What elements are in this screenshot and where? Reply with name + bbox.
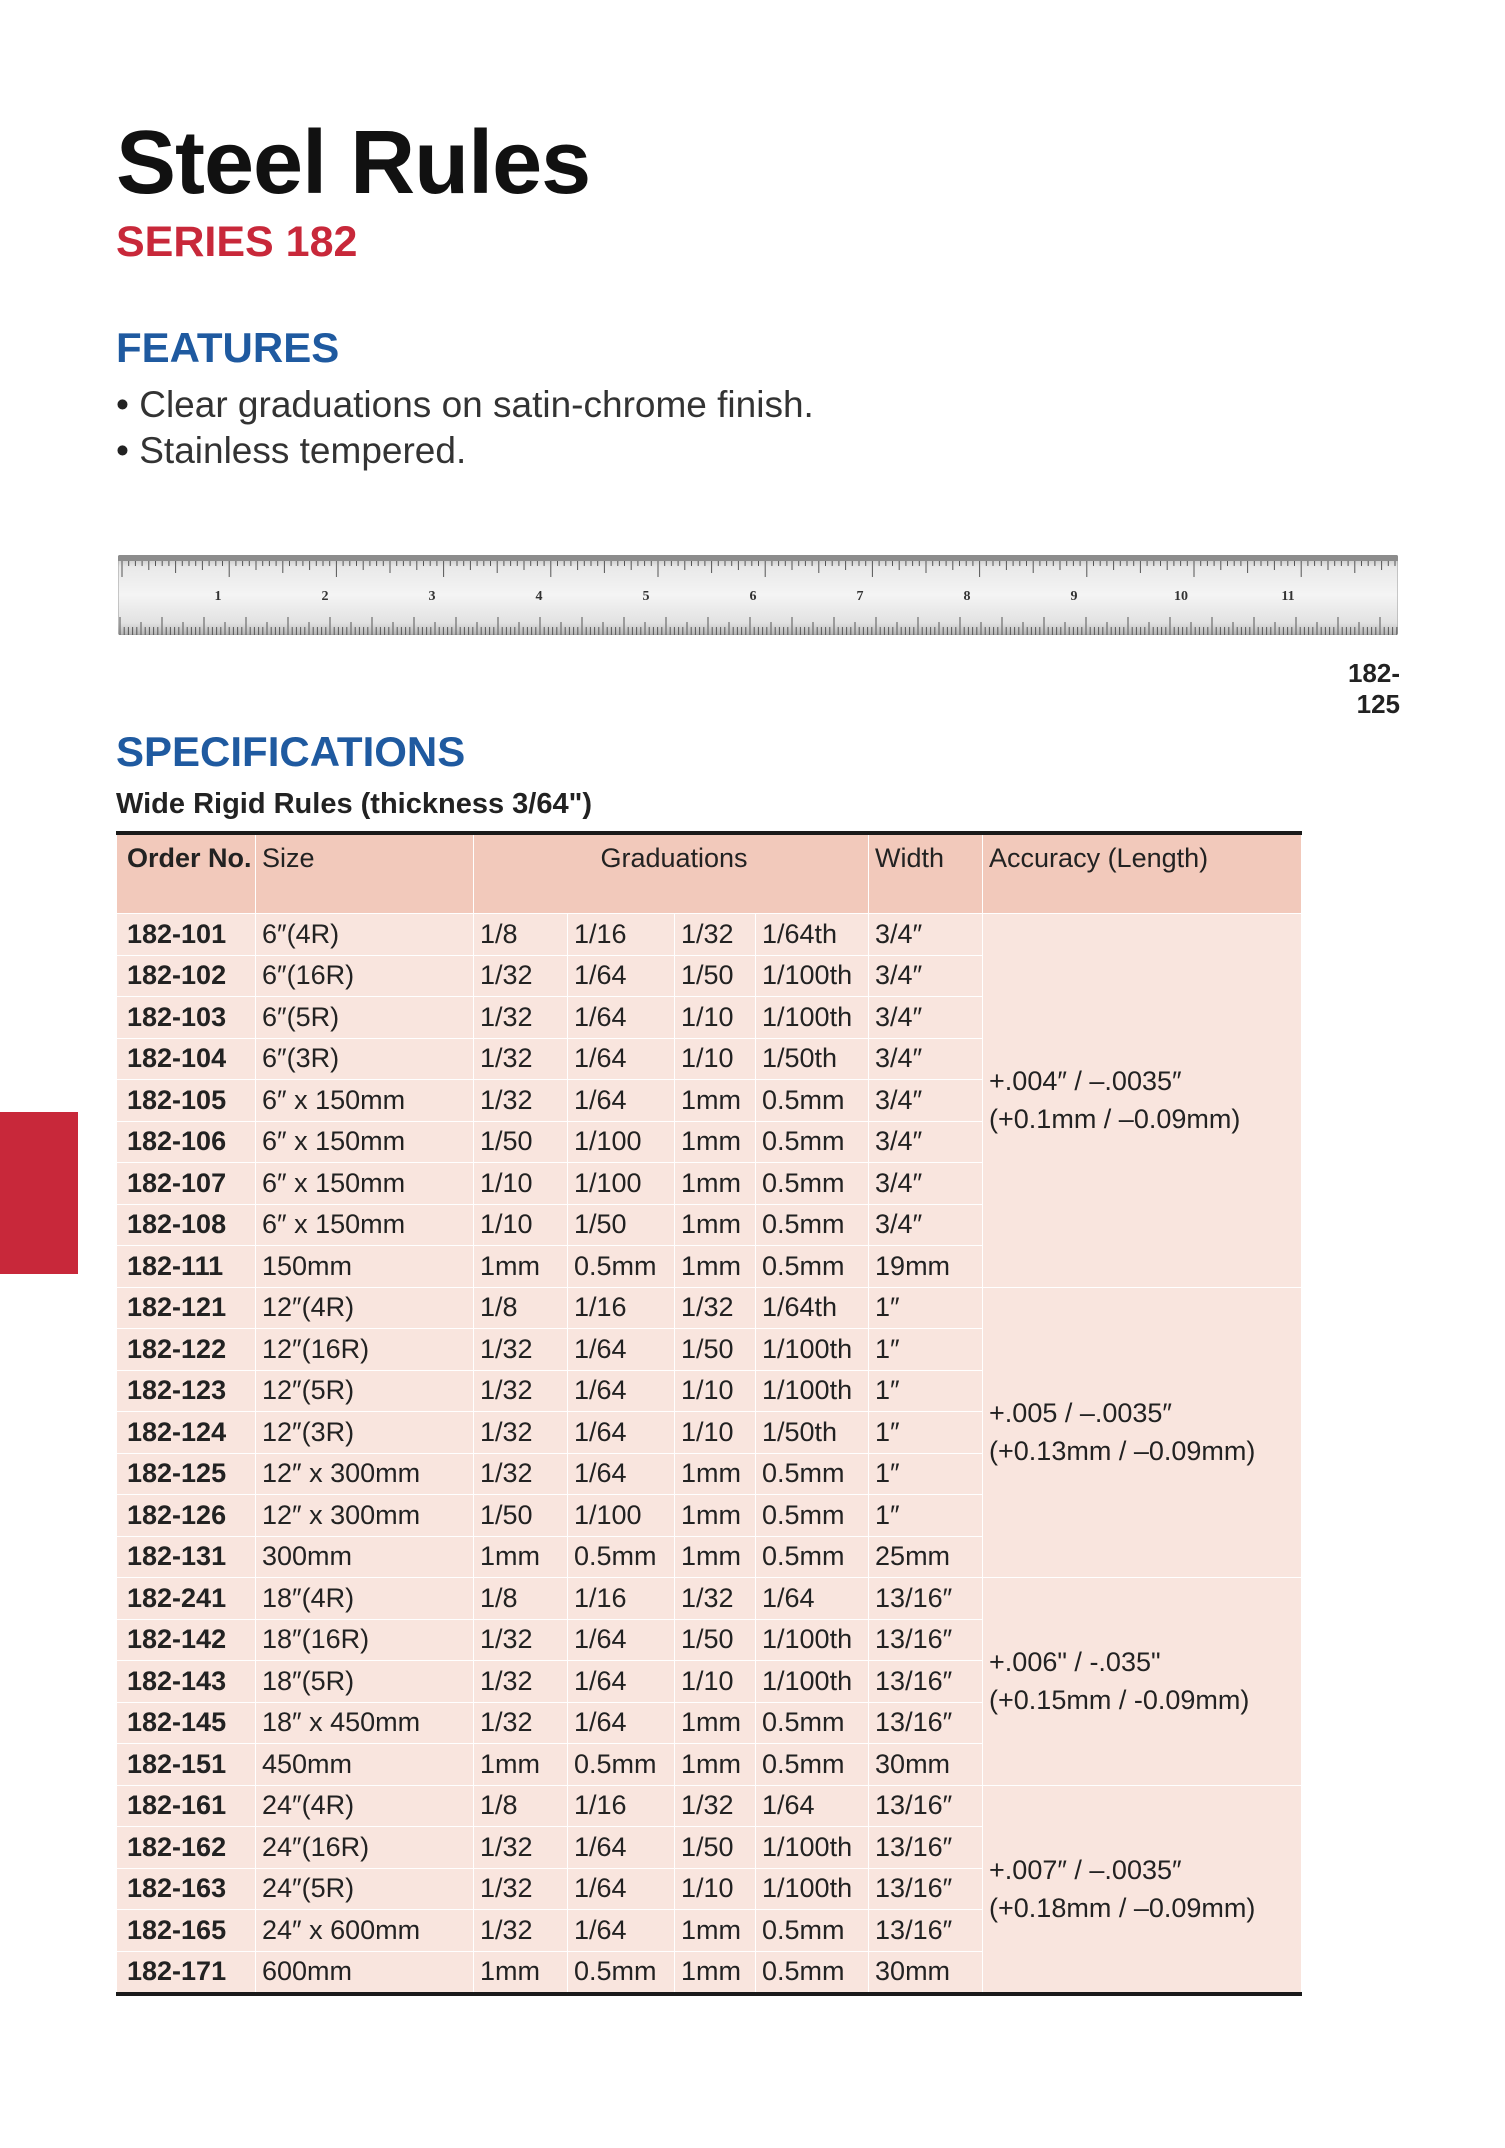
graduation-cell: 1/32 bbox=[474, 1619, 568, 1661]
graduation-cell: 1/50 bbox=[568, 1204, 675, 1246]
graduation-cell: 1mm bbox=[675, 1744, 756, 1786]
size-cell: 12″ x 300mm bbox=[256, 1453, 474, 1495]
order-no-cell: 182-104 bbox=[117, 1038, 256, 1080]
accuracy-metric: (+0.15mm / -0.09mm) bbox=[989, 1685, 1250, 1716]
accuracy-inch: +.006" / -.035" bbox=[989, 1647, 1161, 1678]
graduation-cell: 1/10 bbox=[474, 1163, 568, 1205]
width-cell: 1″ bbox=[869, 1495, 983, 1537]
graduation-cell: 1/32 bbox=[675, 1785, 756, 1827]
order-no-cell: 182-161 bbox=[117, 1785, 256, 1827]
width-cell: 13/16″ bbox=[869, 1827, 983, 1869]
graduation-cell: 1/100 bbox=[568, 1163, 675, 1205]
accuracy-metric: (+0.13mm / –0.09mm) bbox=[989, 1436, 1256, 1467]
graduation-cell: 0.5mm bbox=[568, 1744, 675, 1786]
width-cell: 1″ bbox=[869, 1412, 983, 1454]
width-cell: 1″ bbox=[869, 1370, 983, 1412]
order-no-cell: 182-111 bbox=[117, 1246, 256, 1288]
graduation-cell: 1/100 bbox=[568, 1121, 675, 1163]
order-no-cell: 182-121 bbox=[117, 1287, 256, 1329]
graduation-cell: 1/16 bbox=[568, 1578, 675, 1620]
size-cell: 12″(5R) bbox=[256, 1370, 474, 1412]
order-no-cell: 182-171 bbox=[117, 1951, 256, 1994]
graduation-cell: 1/10 bbox=[675, 1868, 756, 1910]
size-cell: 600mm bbox=[256, 1951, 474, 1994]
width-cell: 1″ bbox=[869, 1329, 983, 1371]
graduation-cell: 1/32 bbox=[474, 997, 568, 1039]
graduation-cell: 1/64 bbox=[568, 1661, 675, 1703]
graduation-cell: 1/50 bbox=[675, 1827, 756, 1869]
specifications-heading: SPECIFICATIONS bbox=[116, 728, 466, 775]
graduation-cell: 1mm bbox=[675, 1453, 756, 1495]
width-cell: 13/16″ bbox=[869, 1619, 983, 1661]
width-cell: 25mm bbox=[869, 1536, 983, 1578]
order-no-cell: 182-163 bbox=[117, 1868, 256, 1910]
width-cell: 19mm bbox=[869, 1246, 983, 1288]
order-no-cell: 182-124 bbox=[117, 1412, 256, 1454]
width-cell: 3/4″ bbox=[869, 955, 983, 997]
series-label: SERIES 182 bbox=[116, 218, 358, 266]
graduation-cell: 1/8 bbox=[474, 1578, 568, 1620]
accuracy-metric: (+0.18mm / –0.09mm) bbox=[989, 1892, 1256, 1923]
width-cell: 3/4″ bbox=[869, 1163, 983, 1205]
graduation-cell: 1/10 bbox=[675, 1370, 756, 1412]
size-cell: 18″(4R) bbox=[256, 1578, 474, 1620]
graduation-cell: 1/32 bbox=[474, 1370, 568, 1412]
graduation-cell: 0.5mm bbox=[568, 1536, 675, 1578]
graduation-cell: 1/100th bbox=[756, 1619, 869, 1661]
graduation-cell: 1/32 bbox=[474, 1910, 568, 1952]
accuracy-cell bbox=[983, 914, 1302, 1288]
graduation-cell: 1/8 bbox=[474, 914, 568, 956]
graduation-cell: 1/10 bbox=[474, 1204, 568, 1246]
table-row bbox=[117, 914, 1302, 956]
ruler-number: 10 bbox=[1174, 589, 1188, 604]
header-accuracy: Accuracy (Length) bbox=[983, 833, 1302, 914]
order-no-cell: 182-241 bbox=[117, 1578, 256, 1620]
header-width: Width bbox=[869, 833, 983, 914]
graduation-cell: 0.5mm bbox=[756, 1246, 869, 1288]
graduation-cell: 1/64 bbox=[756, 1785, 869, 1827]
graduation-cell: 1mm bbox=[675, 1951, 756, 1994]
graduation-cell: 1/50 bbox=[675, 1619, 756, 1661]
graduation-cell: 0.5mm bbox=[756, 1080, 869, 1122]
graduation-cell: 0.5mm bbox=[568, 1246, 675, 1288]
size-cell: 24″(4R) bbox=[256, 1785, 474, 1827]
order-no-cell: 182-122 bbox=[117, 1329, 256, 1371]
graduation-cell: 1/32 bbox=[474, 1412, 568, 1454]
size-cell: 6″(4R) bbox=[256, 914, 474, 956]
graduation-cell: 1mm bbox=[675, 1702, 756, 1744]
graduation-cell: 1mm bbox=[675, 1246, 756, 1288]
header-graduations: Graduations bbox=[474, 833, 869, 914]
accuracy-inch: +.004″ / –.0035″ bbox=[989, 1066, 1182, 1097]
graduation-cell: 1/32 bbox=[474, 1038, 568, 1080]
width-cell: 3/4″ bbox=[869, 1204, 983, 1246]
ruler-number: 6 bbox=[749, 589, 757, 604]
graduation-cell: 1/64 bbox=[568, 997, 675, 1039]
order-no-cell: 182-101 bbox=[117, 914, 256, 956]
graduation-cell: 0.5mm bbox=[756, 1744, 869, 1786]
table-row bbox=[117, 1785, 1302, 1827]
header-size: Size bbox=[256, 833, 474, 914]
graduation-cell: 1mm bbox=[675, 1080, 756, 1122]
size-cell: 12″ x 300mm bbox=[256, 1495, 474, 1537]
graduation-cell: 1/64 bbox=[568, 1453, 675, 1495]
order-no-cell: 182-103 bbox=[117, 997, 256, 1039]
width-cell: 3/4″ bbox=[869, 1121, 983, 1163]
graduation-cell: 1/32 bbox=[675, 914, 756, 956]
size-cell: 6″(3R) bbox=[256, 1038, 474, 1080]
graduation-cell: 1/100th bbox=[756, 1827, 869, 1869]
graduation-cell: 1/32 bbox=[675, 1578, 756, 1620]
accuracy-cell bbox=[983, 1287, 1302, 1578]
page-title: Steel Rules bbox=[116, 113, 591, 213]
graduation-cell: 1/32 bbox=[474, 1702, 568, 1744]
order-no-cell: 182-143 bbox=[117, 1661, 256, 1703]
graduation-cell: 1mm bbox=[675, 1536, 756, 1578]
size-cell: 6″ x 150mm bbox=[256, 1163, 474, 1205]
width-cell: 1″ bbox=[869, 1453, 983, 1495]
graduation-cell: 1/16 bbox=[568, 1287, 675, 1329]
graduation-cell: 1/50 bbox=[675, 955, 756, 997]
graduation-cell: 1/64th bbox=[756, 1287, 869, 1329]
graduation-cell: 1/64 bbox=[568, 1827, 675, 1869]
ruler-caption: 182-125 bbox=[1347, 658, 1400, 719]
graduation-cell: 1/100th bbox=[756, 1329, 869, 1371]
width-cell: 3/4″ bbox=[869, 997, 983, 1039]
graduation-cell: 1/50 bbox=[675, 1329, 756, 1371]
width-cell: 30mm bbox=[869, 1951, 983, 1994]
graduation-cell: 1mm bbox=[675, 1163, 756, 1205]
ruler-number: 9 bbox=[1070, 589, 1078, 604]
graduation-cell: 1/64 bbox=[568, 1080, 675, 1122]
section-tab-marker bbox=[0, 1112, 78, 1274]
graduation-cell: 1/50th bbox=[756, 1412, 869, 1454]
order-no-cell: 182-145 bbox=[117, 1702, 256, 1744]
order-no-cell: 182-131 bbox=[117, 1536, 256, 1578]
order-no-cell: 182-107 bbox=[117, 1163, 256, 1205]
graduation-cell: 1/32 bbox=[474, 955, 568, 997]
features-heading: FEATURES bbox=[116, 324, 340, 371]
graduation-cell: 1/64 bbox=[568, 1412, 675, 1454]
width-cell: 13/16″ bbox=[869, 1661, 983, 1703]
graduation-cell: 0.5mm bbox=[756, 1495, 869, 1537]
size-cell: 6″(16R) bbox=[256, 955, 474, 997]
size-cell: 24″ x 600mm bbox=[256, 1910, 474, 1952]
graduation-cell: 1/10 bbox=[675, 1412, 756, 1454]
graduation-cell: 0.5mm bbox=[756, 1951, 869, 1994]
graduation-cell: 1/32 bbox=[675, 1287, 756, 1329]
accuracy-inch: +.005 / –.0035″ bbox=[989, 1398, 1172, 1429]
order-no-cell: 182-102 bbox=[117, 955, 256, 997]
ruler-number: 7 bbox=[856, 589, 864, 604]
graduation-cell: 1/64 bbox=[568, 1329, 675, 1371]
graduation-cell: 1mm bbox=[675, 1121, 756, 1163]
ruler-number: 4 bbox=[535, 589, 543, 604]
graduation-cell: 1/100th bbox=[756, 1370, 869, 1412]
ruler-number: 1 bbox=[214, 589, 222, 604]
order-no-cell: 182-151 bbox=[117, 1744, 256, 1786]
graduation-cell: 0.5mm bbox=[756, 1163, 869, 1205]
feature-item: • Clear graduations on satin-chrome finish. bbox=[116, 382, 814, 428]
ruler-number: 11 bbox=[1281, 589, 1295, 604]
graduation-cell: 1/32 bbox=[474, 1827, 568, 1869]
graduation-cell: 1/8 bbox=[474, 1785, 568, 1827]
graduation-cell: 1/32 bbox=[474, 1868, 568, 1910]
graduation-cell: 1mm bbox=[474, 1536, 568, 1578]
graduation-cell: 1/32 bbox=[474, 1453, 568, 1495]
graduation-cell: 1/100 bbox=[568, 1495, 675, 1537]
graduation-cell: 1/64 bbox=[568, 1619, 675, 1661]
graduation-cell: 1/64 bbox=[568, 1868, 675, 1910]
graduation-cell: 1/16 bbox=[568, 1785, 675, 1827]
order-no-cell: 182-162 bbox=[117, 1827, 256, 1869]
graduation-cell: 1/10 bbox=[675, 1038, 756, 1080]
graduation-cell: 1mm bbox=[474, 1951, 568, 1994]
graduation-cell: 1/100th bbox=[756, 955, 869, 997]
width-cell: 3/4″ bbox=[869, 1080, 983, 1122]
graduation-cell: 0.5mm bbox=[756, 1910, 869, 1952]
graduation-cell: 1/50 bbox=[474, 1495, 568, 1537]
graduation-cell: 1/50th bbox=[756, 1038, 869, 1080]
graduation-cell: 1/8 bbox=[474, 1287, 568, 1329]
graduation-cell: 1/32 bbox=[474, 1661, 568, 1703]
graduation-cell: 1mm bbox=[675, 1910, 756, 1952]
graduation-cell: 0.5mm bbox=[568, 1951, 675, 1994]
width-cell: 1″ bbox=[869, 1287, 983, 1329]
ruler-number: 8 bbox=[963, 589, 971, 604]
graduation-cell: 1mm bbox=[675, 1204, 756, 1246]
graduation-cell: 1/10 bbox=[675, 997, 756, 1039]
table-row bbox=[117, 1578, 1302, 1620]
width-cell: 3/4″ bbox=[869, 914, 983, 956]
table-subheading: Wide Rigid Rules (thickness 3/64") bbox=[116, 788, 592, 820]
order-no-cell: 182-108 bbox=[117, 1204, 256, 1246]
size-cell: 12″(3R) bbox=[256, 1412, 474, 1454]
width-cell: 13/16″ bbox=[869, 1785, 983, 1827]
graduation-cell: 1mm bbox=[474, 1744, 568, 1786]
width-cell: 3/4″ bbox=[869, 1038, 983, 1080]
order-no-cell: 182-126 bbox=[117, 1495, 256, 1537]
graduation-cell: 1/64th bbox=[756, 914, 869, 956]
graduation-cell: 1/100th bbox=[756, 1868, 869, 1910]
size-cell: 450mm bbox=[256, 1744, 474, 1786]
graduation-cell: 0.5mm bbox=[756, 1204, 869, 1246]
size-cell: 150mm bbox=[256, 1246, 474, 1288]
size-cell: 24″(5R) bbox=[256, 1868, 474, 1910]
steel-rule-image bbox=[118, 555, 1398, 635]
graduation-cell: 1/64 bbox=[756, 1578, 869, 1620]
graduation-cell: 1/64 bbox=[568, 1038, 675, 1080]
accuracy-cell bbox=[983, 1785, 1302, 1994]
graduation-cell: 1/10 bbox=[675, 1661, 756, 1703]
accuracy-inch: +.007″ / –.0035″ bbox=[989, 1854, 1182, 1885]
ruler-number: 5 bbox=[642, 589, 650, 604]
width-cell: 13/16″ bbox=[869, 1868, 983, 1910]
table-row bbox=[117, 1287, 1302, 1329]
feature-item: • Stainless tempered. bbox=[116, 428, 814, 474]
graduation-cell: 1/64 bbox=[568, 1702, 675, 1744]
graduation-cell: 1/100th bbox=[756, 1661, 869, 1703]
order-no-cell: 182-142 bbox=[117, 1619, 256, 1661]
graduation-cell: 1mm bbox=[474, 1246, 568, 1288]
graduation-cell: 0.5mm bbox=[756, 1453, 869, 1495]
size-cell: 18″ x 450mm bbox=[256, 1702, 474, 1744]
graduation-cell: 1/50 bbox=[474, 1121, 568, 1163]
width-cell: 30mm bbox=[869, 1744, 983, 1786]
graduation-cell: 1/100th bbox=[756, 997, 869, 1039]
graduation-cell: 1/64 bbox=[568, 1370, 675, 1412]
size-cell: 12″(16R) bbox=[256, 1329, 474, 1371]
size-cell: 6″ x 150mm bbox=[256, 1121, 474, 1163]
order-no-cell: 182-125 bbox=[117, 1453, 256, 1495]
graduation-cell: 1/32 bbox=[474, 1080, 568, 1122]
size-cell: 24″(16R) bbox=[256, 1827, 474, 1869]
graduation-cell: 0.5mm bbox=[756, 1702, 869, 1744]
size-cell: 6″ x 150mm bbox=[256, 1080, 474, 1122]
header-order-no: Order No. bbox=[117, 833, 256, 914]
size-cell: 6″ x 150mm bbox=[256, 1204, 474, 1246]
size-cell: 18″(16R) bbox=[256, 1619, 474, 1661]
accuracy-metric: (+0.1mm / –0.09mm) bbox=[989, 1104, 1241, 1135]
order-no-cell: 182-165 bbox=[117, 1910, 256, 1952]
order-no-cell: 182-105 bbox=[117, 1080, 256, 1122]
graduation-cell: 1/64 bbox=[568, 955, 675, 997]
order-no-cell: 182-106 bbox=[117, 1121, 256, 1163]
ruler-number: 2 bbox=[321, 589, 329, 604]
order-no-cell: 182-123 bbox=[117, 1370, 256, 1412]
specifications-table bbox=[116, 831, 1302, 1996]
graduation-cell: 1/32 bbox=[474, 1329, 568, 1371]
size-cell: 6″(5R) bbox=[256, 997, 474, 1039]
graduation-cell: 1/64 bbox=[568, 1910, 675, 1952]
size-cell: 300mm bbox=[256, 1536, 474, 1578]
size-cell: 18″(5R) bbox=[256, 1661, 474, 1703]
graduation-cell: 1/16 bbox=[568, 914, 675, 956]
ruler-number: 3 bbox=[428, 589, 436, 604]
features-list bbox=[116, 382, 814, 474]
size-cell: 12″(4R) bbox=[256, 1287, 474, 1329]
table-header-row bbox=[117, 833, 1302, 914]
width-cell: 13/16″ bbox=[869, 1910, 983, 1952]
graduation-cell: 0.5mm bbox=[756, 1536, 869, 1578]
width-cell: 13/16″ bbox=[869, 1702, 983, 1744]
accuracy-cell bbox=[983, 1578, 1302, 1786]
width-cell: 13/16″ bbox=[869, 1578, 983, 1620]
graduation-cell: 0.5mm bbox=[756, 1121, 869, 1163]
graduation-cell: 1mm bbox=[675, 1495, 756, 1537]
